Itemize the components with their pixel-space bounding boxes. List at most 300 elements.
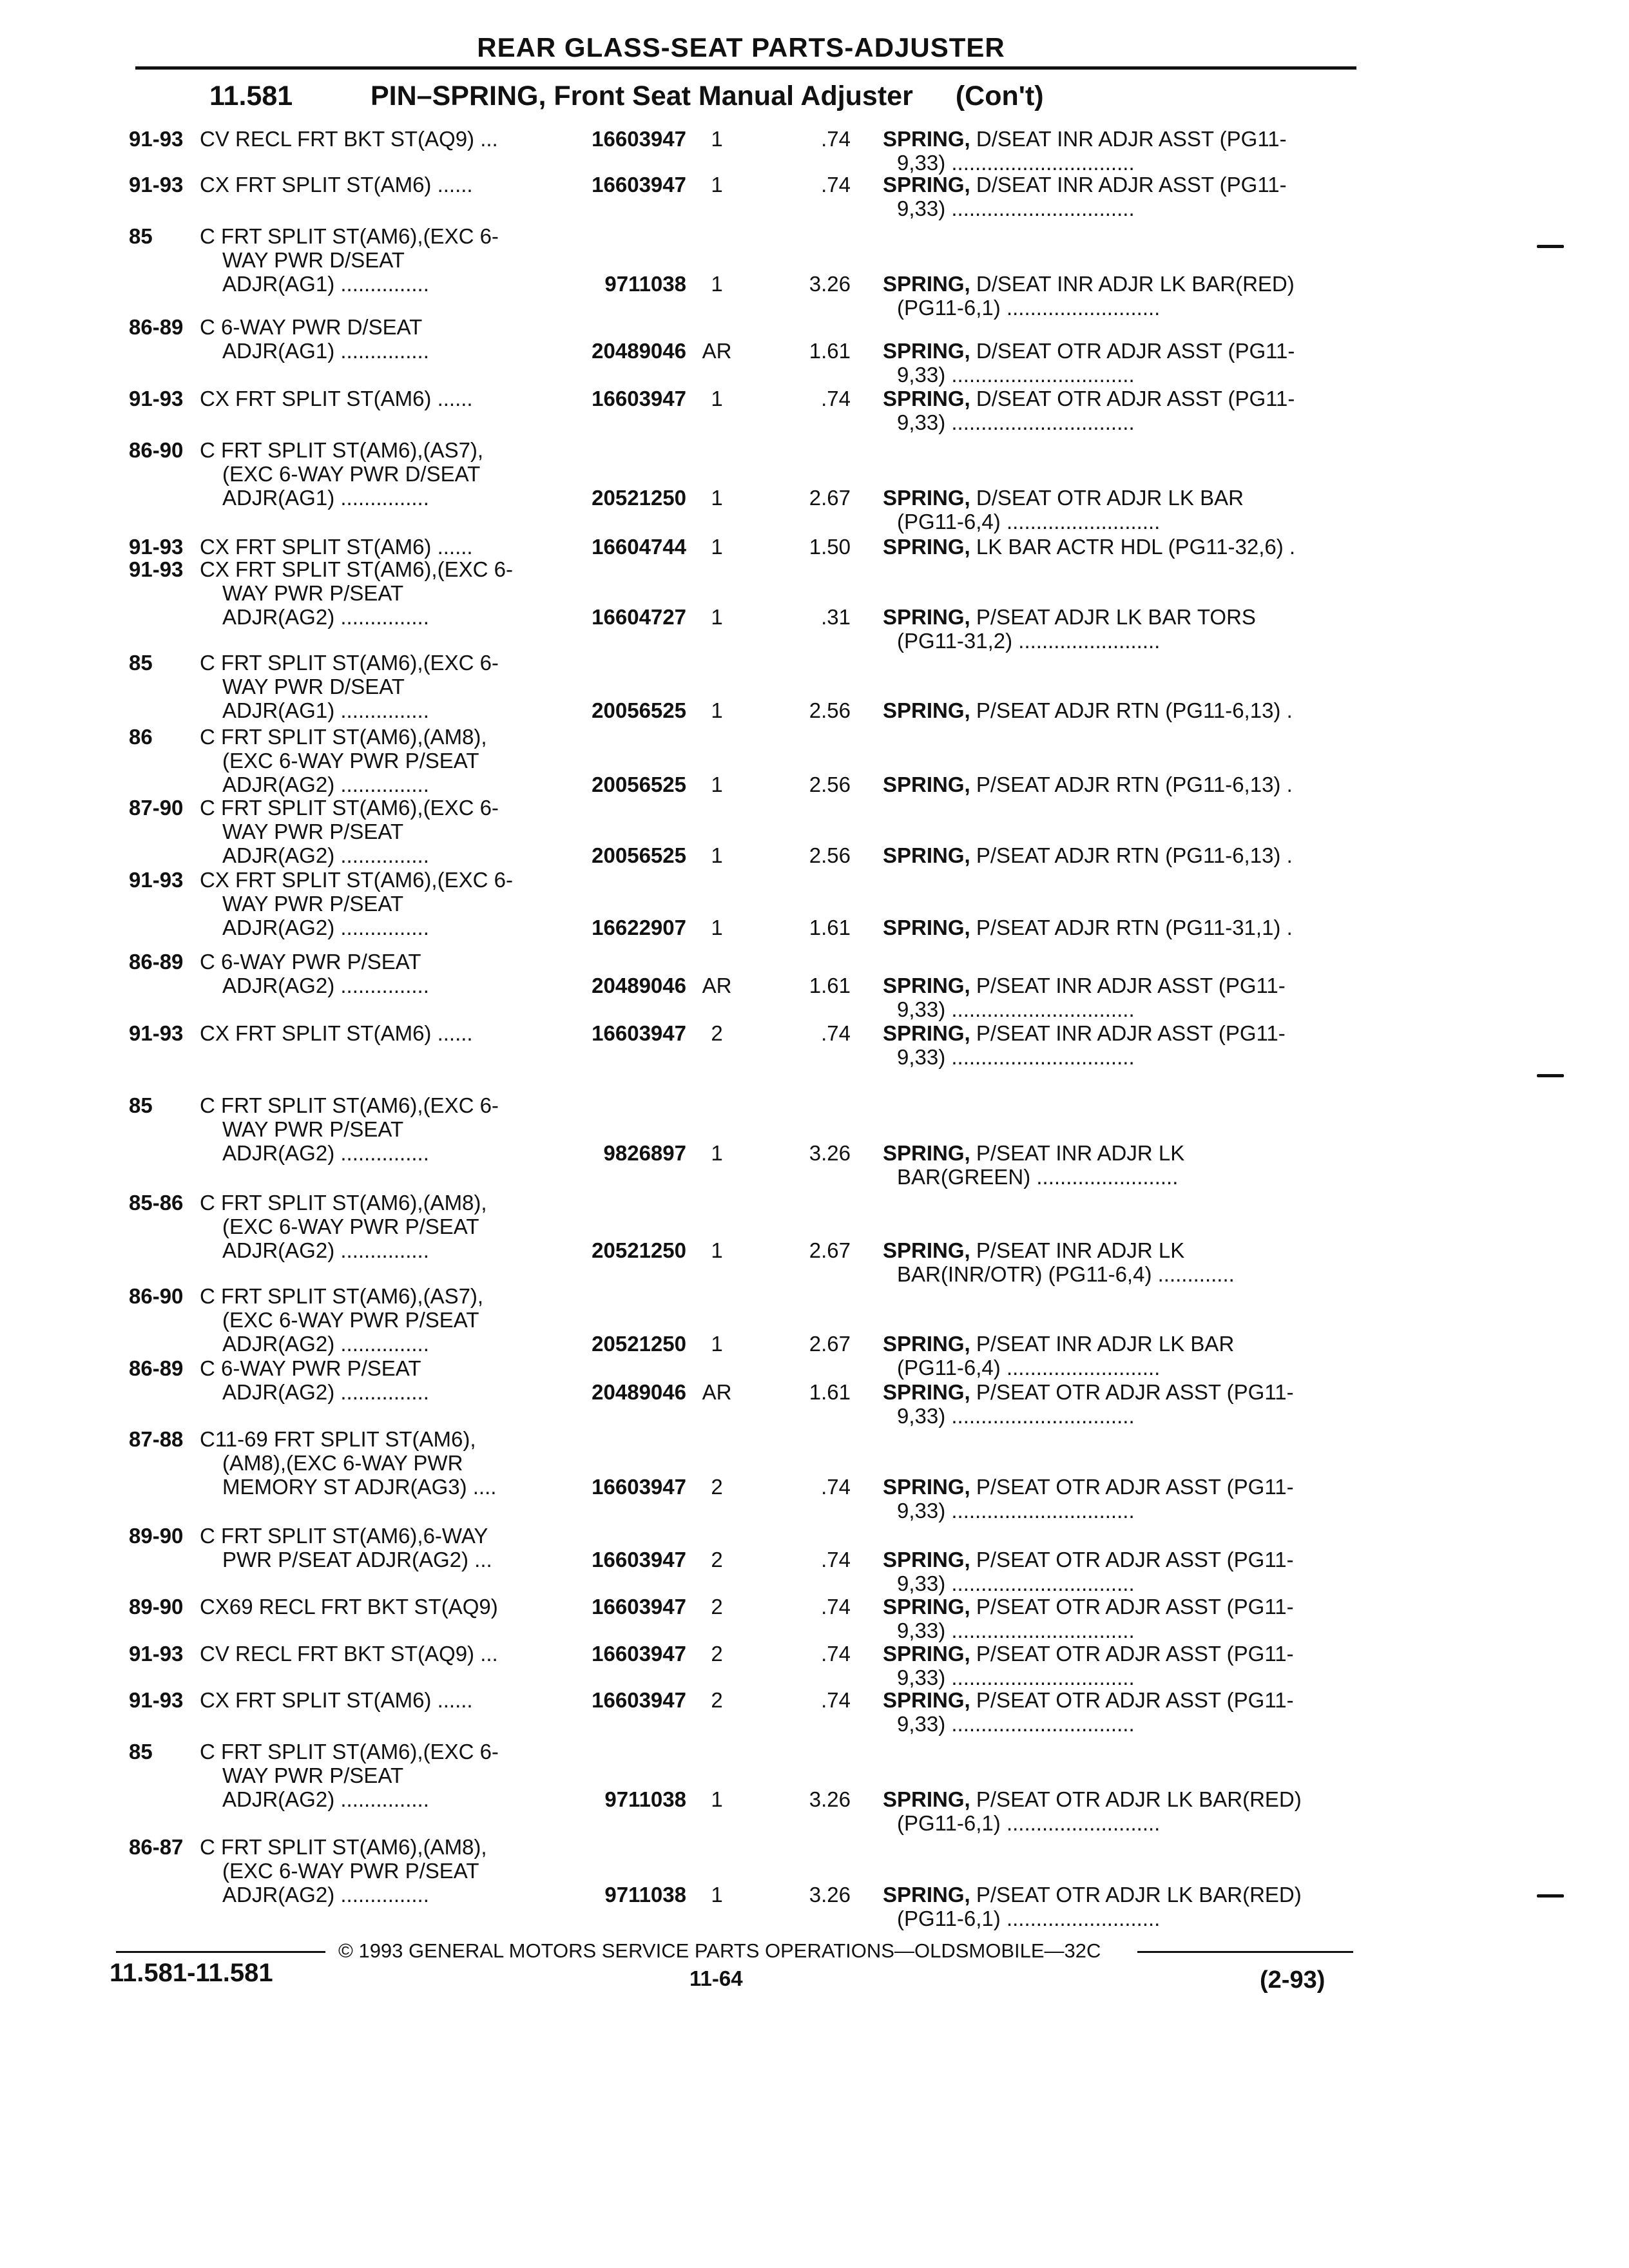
part-name: SPRING,: [883, 1548, 970, 1571]
model-year: 91-93: [129, 1021, 184, 1045]
part-description-line: [883, 1475, 1360, 1499]
part-spec: P/SEAT INR ADJR LK: [976, 1141, 1185, 1165]
quantity: 1: [711, 127, 723, 151]
part-description: [883, 605, 1360, 653]
part-spec: P/SEAT ADJR LK BAR TORS: [976, 605, 1256, 629]
part-spec: P/SEAT INR ADJR ASST (PG11-: [976, 974, 1286, 997]
part-description-line: [883, 173, 1360, 197]
part-name: SPRING,: [883, 1883, 970, 1907]
price: 2.67: [809, 1332, 851, 1356]
part-description: [883, 1332, 1360, 1379]
application-description: [200, 535, 561, 559]
model-year: 85-86: [129, 1191, 184, 1215]
part-description: [883, 698, 1360, 722]
price: .74: [821, 127, 851, 151]
part-spec: P/SEAT OTR ADJR ASST (PG11-: [976, 1475, 1294, 1499]
application-description-line: C FRT SPLIT ST(AM6),(AM8),: [200, 725, 487, 749]
part-spec: P/SEAT INR ADJR LK: [976, 1238, 1185, 1262]
application-description: [200, 1191, 561, 1262]
part-description-line: [883, 1238, 1360, 1262]
part-description-line: [883, 773, 1360, 796]
model-year: 86-89: [129, 1356, 184, 1380]
price: .74: [821, 1021, 851, 1045]
application-description-line: (EXC 6-WAY PWR P/SEAT: [222, 1215, 479, 1238]
footer-section-range: 11.581-11.581: [110, 1959, 273, 1987]
part-description-line: [883, 387, 1360, 410]
footer-divider-left: [116, 1951, 325, 1953]
application-description-line: C FRT SPLIT ST(AM6),(AM8),: [200, 1191, 487, 1215]
part-description-line: 9,33) ...............................: [897, 1712, 1135, 1736]
part-number: 16603947: [592, 1021, 686, 1045]
application-description-line: CX FRT SPLIT ST(AM6),(EXC 6-: [200, 868, 513, 892]
application-description: [200, 796, 561, 867]
quantity: 2: [711, 1475, 723, 1499]
application-description-line: ADJR(AG1) ...............: [222, 339, 429, 363]
application-description: [200, 315, 561, 363]
application-description-line: C 6-WAY PWR P/SEAT: [200, 1356, 421, 1380]
part-description-line: [883, 1380, 1360, 1404]
price: 2.56: [809, 698, 851, 722]
part-spec: D/SEAT INR ADJR ASST (PG11-: [976, 127, 1287, 151]
part-description-line: [883, 698, 1360, 722]
part-name: SPRING,: [883, 1021, 970, 1045]
part-number: 20521250: [592, 486, 686, 510]
application-description-line: ADJR(AG2) ...............: [222, 974, 429, 997]
model-year: 91-93: [129, 127, 184, 151]
part-name: SPRING,: [883, 1787, 970, 1811]
part-number: 20056525: [592, 698, 686, 722]
application-description-line: (EXC 6-WAY PWR P/SEAT: [222, 749, 479, 773]
part-description-line: [883, 535, 1360, 559]
part-description: [883, 843, 1360, 867]
application-description-line: ADJR(AG2) ...............: [222, 605, 429, 629]
part-name: SPRING,: [883, 127, 970, 151]
part-number: 16603947: [592, 1642, 686, 1666]
part-spec: P/SEAT OTR ADJR ASST (PG11-: [976, 1688, 1294, 1712]
part-name: SPRING,: [883, 605, 970, 629]
model-year: 86-87: [129, 1835, 184, 1859]
price: .74: [821, 387, 851, 410]
part-number: 16603947: [592, 387, 686, 410]
part-description-line: 9,33) ...............................: [897, 1571, 1135, 1595]
quantity: 1: [711, 773, 723, 796]
part-description-line: [883, 272, 1360, 296]
application-description-line: C FRT SPLIT ST(AM6),(EXC 6-: [200, 796, 499, 820]
application-description: [200, 173, 561, 197]
application-description-line: CX FRT SPLIT ST(AM6) ......: [200, 535, 473, 559]
part-spec: P/SEAT OTR ADJR LK BAR(RED): [976, 1883, 1302, 1907]
part-name: SPRING,: [883, 339, 970, 363]
application-description-line: ADJR(AG2) ...............: [222, 843, 429, 867]
quantity: 1: [711, 535, 723, 559]
part-number: 16604744: [592, 535, 686, 559]
model-year: 85: [129, 1093, 153, 1117]
model-year: 89-90: [129, 1595, 184, 1619]
part-description-line: 9,33) ...............................: [897, 997, 1135, 1021]
quantity: 2: [711, 1688, 723, 1712]
part-spec: P/SEAT OTR ADJR ASST (PG11-: [976, 1642, 1294, 1666]
part-description-line: [883, 974, 1360, 997]
application-description-line: C FRT SPLIT ST(AM6),(EXC 6-: [200, 651, 499, 675]
part-description: [883, 974, 1360, 1021]
application-description-line: CX FRT SPLIT ST(AM6) ......: [200, 1688, 473, 1712]
part-name: SPRING,: [883, 698, 970, 722]
quantity: 2: [711, 1642, 723, 1666]
application-description: [200, 1021, 561, 1045]
part-description: [883, 1380, 1360, 1428]
quantity: AR: [702, 974, 732, 997]
quantity: 1: [711, 605, 723, 629]
part-description-line: [883, 1595, 1360, 1619]
part-name: SPRING,: [883, 1688, 970, 1712]
part-description-line: [883, 843, 1360, 867]
part-number: 16603947: [592, 1475, 686, 1499]
model-year: 89-90: [129, 1524, 184, 1548]
application-description: [200, 127, 561, 151]
application-description-line: C FRT SPLIT ST(AM6),(AS7),: [200, 1284, 484, 1308]
application-description: [200, 1524, 561, 1571]
application-description-line: ADJR(AG2) ...............: [222, 773, 429, 796]
price: 3.26: [809, 272, 851, 296]
part-description: [883, 1238, 1360, 1286]
application-description-line: C FRT SPLIT ST(AM6),(EXC 6-: [200, 224, 499, 248]
header-divider: [135, 66, 1356, 70]
quantity: 1: [711, 1787, 723, 1811]
model-year: 91-93: [129, 173, 184, 197]
part-description: [883, 272, 1360, 320]
part-number: 20521250: [592, 1332, 686, 1356]
price: 3.26: [809, 1883, 851, 1907]
part-description-line: [883, 127, 1360, 151]
margin-tick-mark: [1537, 245, 1564, 248]
application-description-line: CV RECL FRT BKT ST(AQ9) ...: [200, 127, 498, 151]
application-description: [200, 1835, 561, 1907]
application-description: [200, 224, 561, 296]
model-year: 86-90: [129, 1284, 184, 1308]
application-description: [200, 1688, 561, 1712]
part-number: 9711038: [604, 1787, 686, 1811]
part-spec: D/SEAT OTR ADJR ASST (PG11-: [976, 339, 1295, 363]
continued-label: (Con't): [955, 81, 1044, 111]
quantity: 2: [711, 1595, 723, 1619]
application-description: [200, 725, 561, 796]
part-spec: LK BAR ACTR HDL (PG11-32,6) .: [976, 535, 1296, 559]
part-spec: P/SEAT ADJR RTN (PG11-6,13) .: [976, 843, 1293, 867]
part-spec: P/SEAT ADJR RTN (PG11-31,1) .: [976, 916, 1293, 939]
application-description-line: WAY PWR D/SEAT: [222, 675, 405, 698]
model-year: 86-89: [129, 315, 184, 339]
price: 1.61: [809, 974, 851, 997]
section-title: PIN–SPRING, Front Seat Manual Adjuster: [371, 81, 913, 111]
application-description-line: ADJR(AG2) ...............: [222, 1380, 429, 1404]
price: .74: [821, 1595, 851, 1619]
part-name: SPRING,: [883, 272, 970, 296]
application-description-line: CX FRT SPLIT ST(AM6),(EXC 6-: [200, 557, 513, 581]
part-description-line: [883, 1642, 1360, 1666]
application-description-line: ADJR(AG2) ...............: [222, 1141, 429, 1165]
part-spec: P/SEAT OTR ADJR ASST (PG11-: [976, 1595, 1294, 1619]
part-number: 16603947: [592, 1595, 686, 1619]
price: .74: [821, 173, 851, 197]
application-description-line: WAY PWR P/SEAT: [222, 1763, 404, 1787]
part-spec: D/SEAT OTR ADJR LK BAR: [976, 486, 1244, 510]
model-year: 91-93: [129, 1642, 184, 1666]
price: 2.67: [809, 486, 851, 510]
part-number: 16622907: [592, 916, 686, 939]
application-description-line: C FRT SPLIT ST(AM6),(EXC 6-: [200, 1093, 499, 1117]
price: 1.61: [809, 916, 851, 939]
part-description-line: (PG11-6,1) ..........................: [897, 1811, 1161, 1835]
application-description-line: CX69 RECL FRT BKT ST(AQ9): [200, 1595, 498, 1619]
part-number: 16603947: [592, 1548, 686, 1571]
quantity: 2: [711, 1548, 723, 1571]
part-description-line: [883, 1021, 1360, 1045]
part-description: [883, 173, 1360, 220]
part-number: 9711038: [604, 1883, 686, 1907]
quantity: 1: [711, 1883, 723, 1907]
application-description-line: CX FRT SPLIT ST(AM6) ......: [200, 387, 473, 410]
application-description-line: ADJR(AG2) ...............: [222, 916, 429, 939]
part-description: [883, 1688, 1360, 1736]
application-description-line: C FRT SPLIT ST(AM6),(AS7),: [200, 438, 484, 462]
part-description-line: 9,33) ...............................: [897, 410, 1135, 434]
application-description-line: CX FRT SPLIT ST(AM6) ......: [200, 1021, 473, 1045]
part-description: [883, 127, 1360, 175]
part-description-line: [883, 1332, 1360, 1356]
part-name: SPRING,: [883, 974, 970, 997]
application-description-line: WAY PWR D/SEAT: [222, 248, 405, 272]
price: 2.67: [809, 1238, 851, 1262]
part-description: [883, 1548, 1360, 1595]
application-description-line: WAY PWR P/SEAT: [222, 820, 404, 843]
part-description-line: [883, 1787, 1360, 1811]
part-description: [883, 535, 1360, 559]
application-description-line: (EXC 6-WAY PWR P/SEAT: [222, 1859, 479, 1883]
application-description-line: WAY PWR P/SEAT: [222, 1117, 404, 1141]
part-description: [883, 1642, 1360, 1689]
part-description: [883, 916, 1360, 939]
application-description-line: ADJR(AG2) ...............: [222, 1787, 429, 1811]
price: 2.56: [809, 773, 851, 796]
part-spec: D/SEAT INR ADJR LK BAR(RED): [976, 272, 1295, 296]
part-description-line: (PG11-6,4) ..........................: [897, 1356, 1161, 1379]
application-description: [200, 950, 561, 997]
part-spec: P/SEAT OTR ADJR ASST (PG11-: [976, 1548, 1294, 1571]
part-description-line: 9,33) ...............................: [897, 197, 1135, 220]
part-name: SPRING,: [883, 173, 970, 197]
model-year: 87-90: [129, 796, 184, 820]
part-name: SPRING,: [883, 843, 970, 867]
part-number: 16603947: [592, 127, 686, 151]
application-description-line: C FRT SPLIT ST(AM6),(EXC 6-: [200, 1740, 499, 1763]
application-description: [200, 1427, 561, 1499]
application-description-line: PWR P/SEAT ADJR(AG2) ...: [222, 1548, 492, 1571]
part-number: 16603947: [592, 1688, 686, 1712]
part-description-line: 9,33) ...............................: [897, 151, 1135, 175]
application-description-line: (AM8),(EXC 6-WAY PWR: [222, 1451, 463, 1475]
section-number: 11.581: [209, 81, 293, 111]
application-description: [200, 1284, 561, 1356]
part-name: SPRING,: [883, 1332, 970, 1356]
part-description-line: [883, 605, 1360, 629]
footer-revision-date: (2-93): [1260, 1966, 1325, 1994]
price: .74: [821, 1642, 851, 1666]
price: 1.61: [809, 1380, 851, 1404]
part-description: [883, 1475, 1360, 1523]
price: .74: [821, 1475, 851, 1499]
part-description-line: [883, 339, 1360, 363]
part-description: [883, 1595, 1360, 1642]
part-description-line: 9,33) ...............................: [897, 1499, 1135, 1523]
part-number: 9826897: [603, 1141, 686, 1165]
application-description-line: ADJR(AG1) ...............: [222, 272, 429, 296]
margin-tick-mark: [1537, 1894, 1564, 1898]
part-description-line: BAR(INR/OTR) (PG11-6,4) .............: [897, 1262, 1235, 1286]
model-year: 91-93: [129, 1688, 184, 1712]
application-description-line: ADJR(AG1) ...............: [222, 486, 429, 510]
application-description: [200, 1356, 561, 1404]
application-description-line: C FRT SPLIT ST(AM6),(AM8),: [200, 1835, 487, 1859]
price: 1.61: [809, 339, 851, 363]
application-description-line: WAY PWR P/SEAT: [222, 892, 404, 916]
part-spec: P/SEAT INR ADJR ASST (PG11-: [976, 1021, 1286, 1045]
part-spec: P/SEAT ADJR RTN (PG11-6,13) .: [976, 773, 1293, 796]
part-description: [883, 339, 1360, 387]
part-description: [883, 1141, 1360, 1189]
part-description: [883, 1021, 1360, 1069]
footer-page-number: 11-64: [689, 1966, 743, 1990]
model-year: 87-88: [129, 1427, 184, 1451]
model-year: 86-89: [129, 950, 184, 974]
part-description-line: [883, 1548, 1360, 1571]
part-name: SPRING,: [883, 387, 970, 410]
part-description: [883, 486, 1360, 533]
part-spec: P/SEAT ADJR RTN (PG11-6,13) .: [976, 698, 1293, 722]
application-description-line: ADJR(AG2) ...............: [222, 1332, 429, 1356]
application-description: [200, 1642, 561, 1666]
application-description: [200, 557, 561, 629]
price: .74: [821, 1688, 851, 1712]
application-description-line: C FRT SPLIT ST(AM6),6-WAY: [200, 1524, 488, 1548]
quantity: 1: [711, 1141, 723, 1165]
application-description: [200, 1595, 561, 1619]
part-spec: P/SEAT OTR ADJR LK BAR(RED): [976, 1787, 1302, 1811]
quantity: 1: [711, 486, 723, 510]
part-number: 20489046: [592, 339, 686, 363]
application-description-line: CX FRT SPLIT ST(AM6) ......: [200, 173, 473, 197]
footer-divider-right: [1137, 1951, 1353, 1953]
application-description-line: (EXC 6-WAY PWR D/SEAT: [222, 462, 481, 486]
application-description-line: MEMORY ST ADJR(AG3) ....: [222, 1475, 497, 1499]
application-description-line: (EXC 6-WAY PWR P/SEAT: [222, 1308, 479, 1332]
application-description: [200, 1740, 561, 1811]
part-name: SPRING,: [883, 1595, 970, 1619]
part-description: [883, 1883, 1360, 1930]
part-description-line: BAR(GREEN) ........................: [897, 1165, 1179, 1189]
part-name: SPRING,: [883, 1380, 970, 1404]
model-year: 91-93: [129, 557, 184, 581]
part-number: 20521250: [592, 1238, 686, 1262]
application-description-line: CV RECL FRT BKT ST(AQ9) ...: [200, 1642, 498, 1666]
quantity: 1: [711, 1332, 723, 1356]
part-description-line: (PG11-6,1) ..........................: [897, 1907, 1161, 1930]
application-description-line: C 6-WAY PWR P/SEAT: [200, 950, 421, 974]
part-description-line: [883, 486, 1360, 510]
part-name: SPRING,: [883, 486, 970, 510]
part-number: 20056525: [592, 843, 686, 867]
part-description-line: 9,33) ...............................: [897, 1666, 1135, 1689]
application-description: [200, 651, 561, 722]
application-description: [200, 438, 561, 510]
application-description-line: ADJR(AG2) ...............: [222, 1883, 429, 1907]
quantity: 1: [711, 698, 723, 722]
part-name: SPRING,: [883, 1238, 970, 1262]
price: 1.50: [809, 535, 851, 559]
model-year: 86: [129, 725, 153, 749]
part-description-line: [883, 1141, 1360, 1165]
footer-copyright: © 1993 GENERAL MOTORS SERVICE PARTS OPERATIONS—OLDSMOBILE—32C: [338, 1939, 1101, 1962]
quantity: 1: [711, 1238, 723, 1262]
part-number: 9711038: [604, 272, 686, 296]
margin-tick-mark: [1537, 1074, 1564, 1077]
application-description: [200, 1093, 561, 1165]
price: .74: [821, 1548, 851, 1571]
model-year: 85: [129, 651, 153, 675]
part-spec: D/SEAT OTR ADJR ASST (PG11-: [976, 387, 1295, 410]
section-heading: [209, 81, 1044, 112]
part-number: 16603947: [592, 173, 686, 197]
application-description: [200, 868, 561, 939]
part-description-line: 9,33) ...............................: [897, 1619, 1135, 1642]
part-number: 20056525: [592, 773, 686, 796]
part-description: [883, 387, 1360, 434]
part-number: 20489046: [592, 974, 686, 997]
application-description-line: C 6-WAY PWR D/SEAT: [200, 315, 423, 339]
part-spec: P/SEAT OTR ADJR ASST (PG11-: [976, 1380, 1294, 1404]
quantity: 1: [711, 173, 723, 197]
part-description-line: (PG11-6,1) ..........................: [897, 296, 1161, 320]
price: .31: [821, 605, 851, 629]
part-description-line: [883, 1688, 1360, 1712]
quantity: 1: [711, 272, 723, 296]
part-name: SPRING,: [883, 773, 970, 796]
part-description-line: [883, 916, 1360, 939]
part-spec: D/SEAT INR ADJR ASST (PG11-: [976, 173, 1287, 197]
application-description: [200, 387, 561, 410]
application-description-line: C11-69 FRT SPLIT ST(AM6),: [200, 1427, 476, 1451]
model-year: 85: [129, 224, 153, 248]
part-description-line: [883, 1883, 1360, 1907]
part-name: SPRING,: [883, 916, 970, 939]
application-description-line: ADJR(AG2) ...............: [222, 1238, 429, 1262]
part-name: SPRING,: [883, 1141, 970, 1165]
quantity: AR: [702, 1380, 732, 1404]
quantity: 1: [711, 916, 723, 939]
quantity: 2: [711, 1021, 723, 1045]
model-year: 86-90: [129, 438, 184, 462]
part-description-line: (PG11-6,4) ..........................: [897, 510, 1161, 533]
part-description-line: 9,33) ...............................: [897, 363, 1135, 387]
part-description: [883, 1787, 1360, 1835]
application-description-line: WAY PWR P/SEAT: [222, 581, 404, 605]
part-description-line: (PG11-31,2) ........................: [897, 629, 1161, 653]
part-name: SPRING,: [883, 535, 970, 559]
part-spec: P/SEAT INR ADJR LK BAR: [976, 1332, 1235, 1356]
price: 3.26: [809, 1787, 851, 1811]
part-description-line: 9,33) ...............................: [897, 1404, 1135, 1428]
part-description: [883, 773, 1360, 796]
price: 2.56: [809, 843, 851, 867]
